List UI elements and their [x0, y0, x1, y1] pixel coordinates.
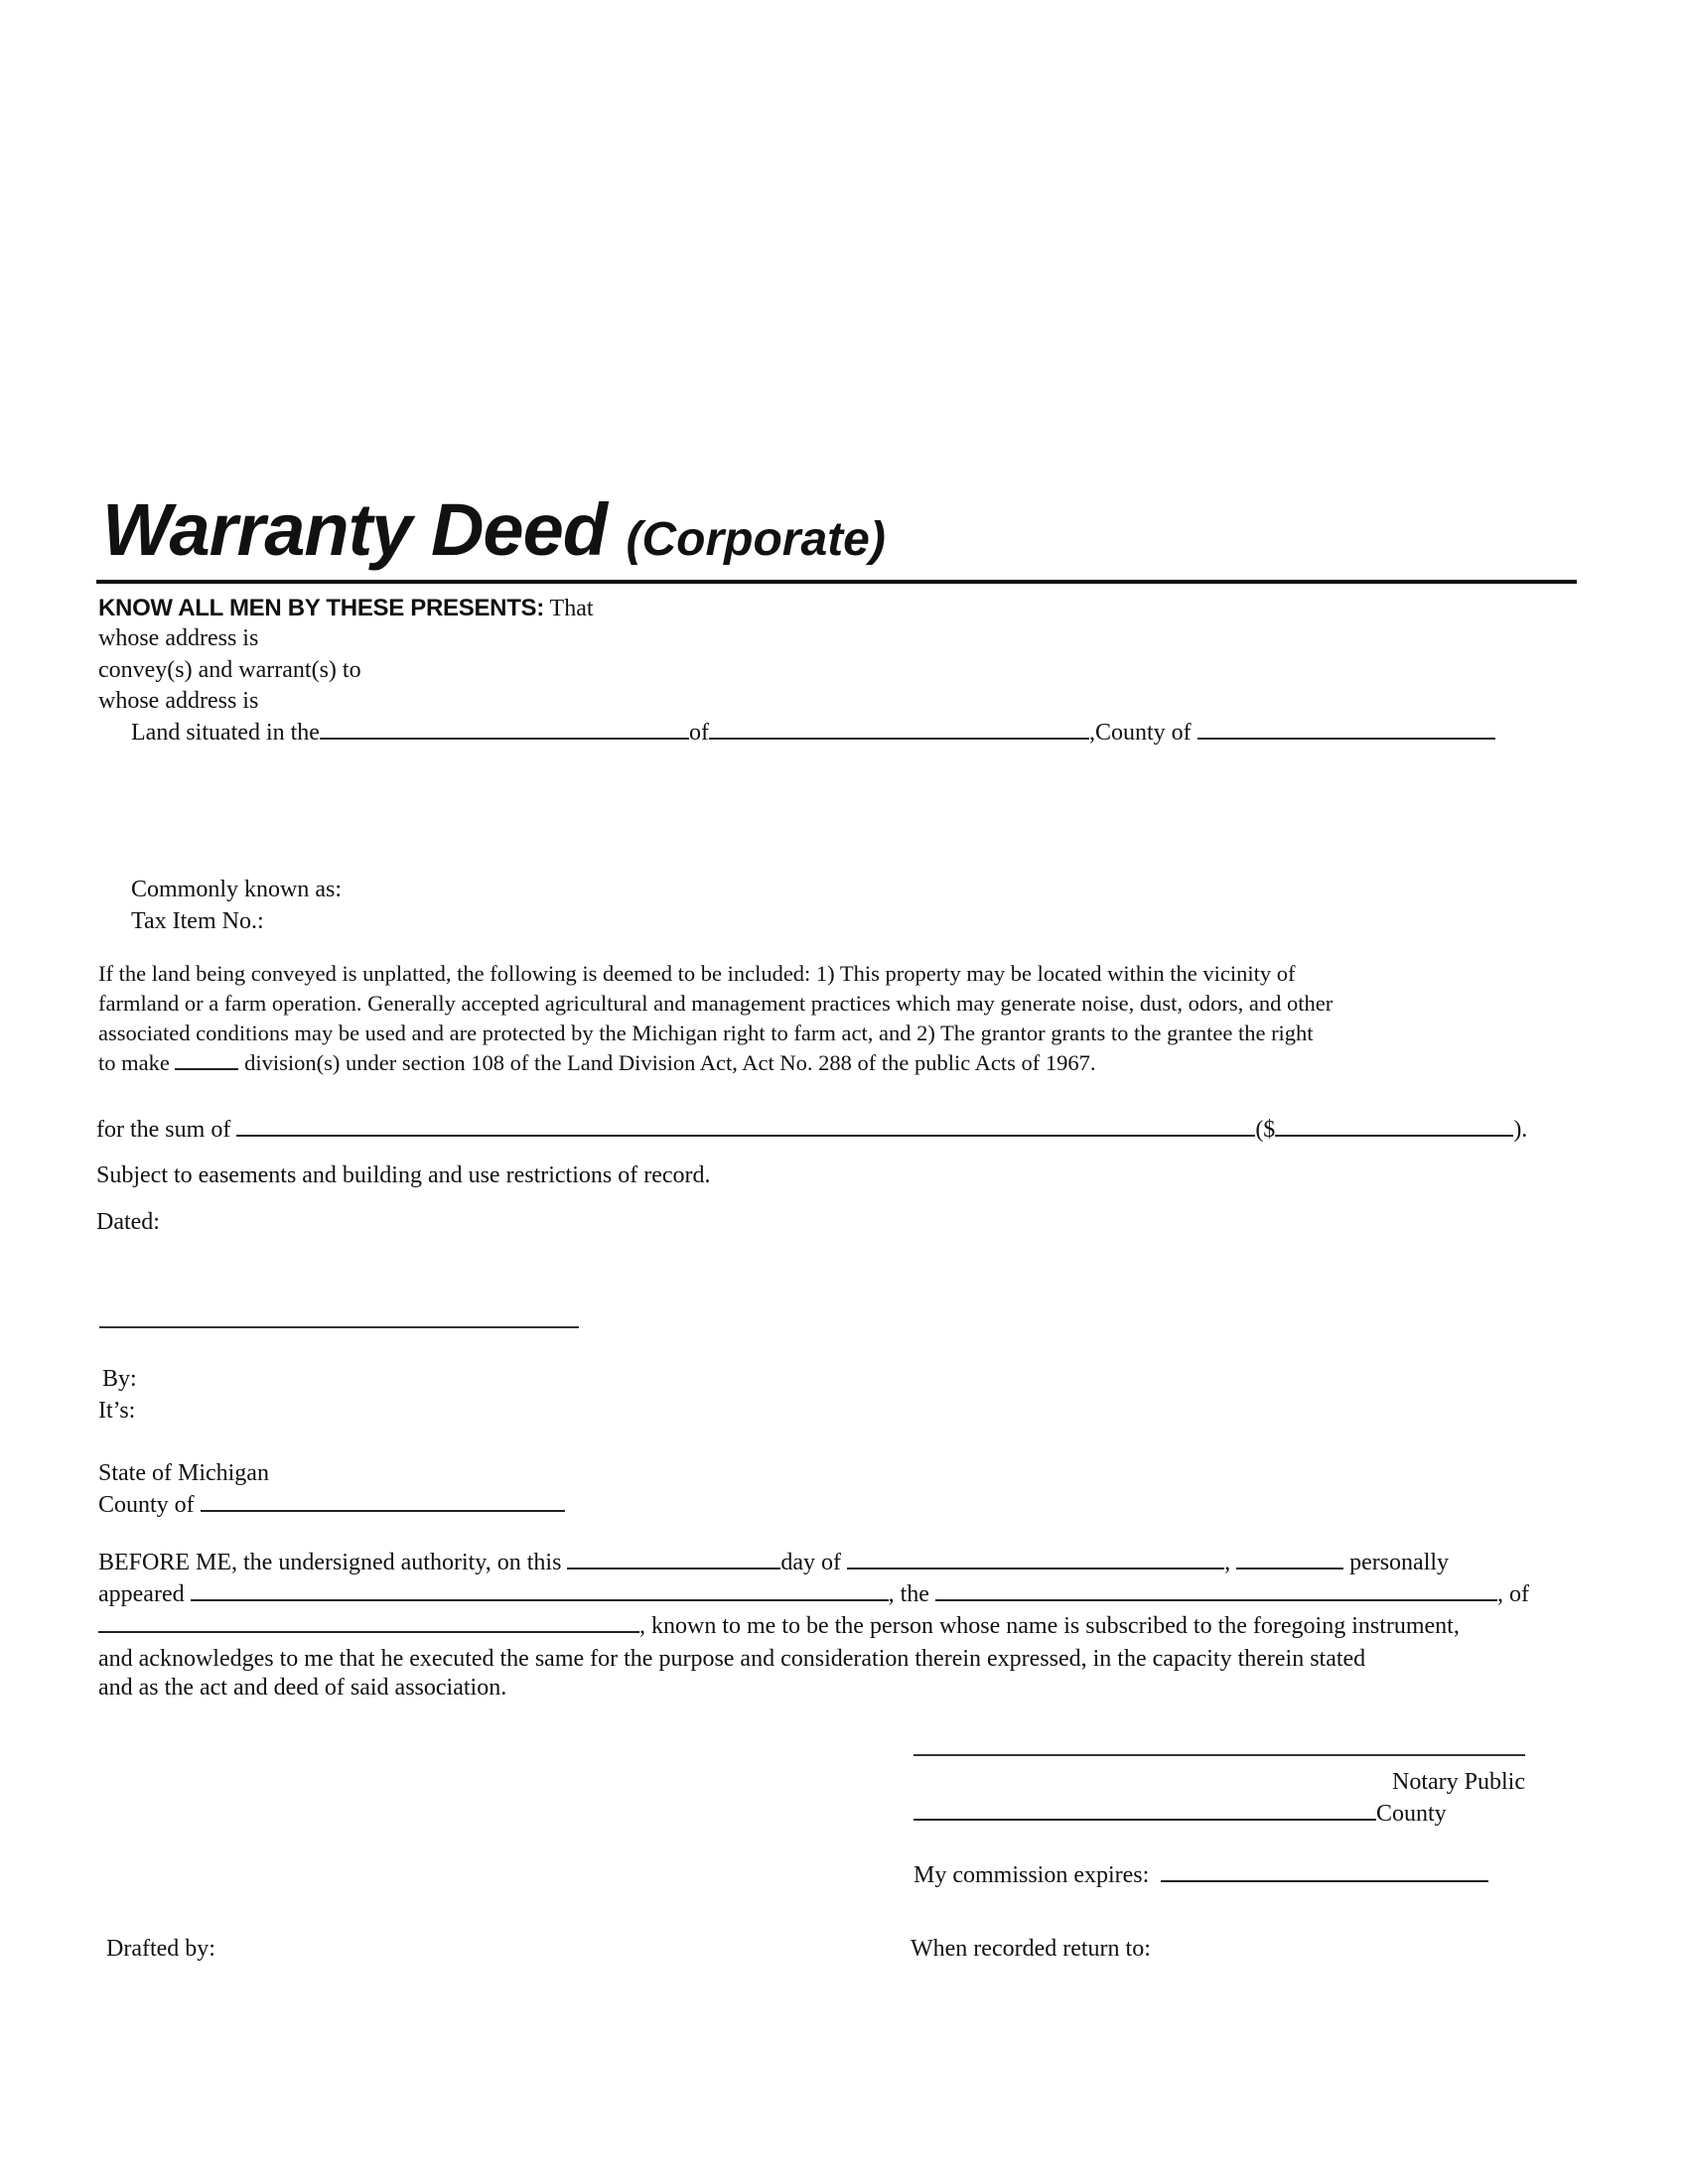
- that-text: That: [549, 596, 594, 621]
- know-all-line: [98, 593, 594, 624]
- state-label: State of Michigan: [98, 1460, 269, 1486]
- dollar-close: ).: [1513, 1117, 1528, 1143]
- sum-words-field[interactable]: [236, 1115, 1255, 1137]
- commission-label: My commission expires:: [914, 1862, 1150, 1888]
- paragraph-line: associated conditions may be used and are protected by the Michigan right to farm act, and 2) The grantor grants to the grantee the right: [98, 1021, 1314, 1045]
- county-of-label: ,County of: [1088, 720, 1192, 746]
- ack-day-field[interactable]: [567, 1548, 780, 1570]
- paragraph-line: farmland or a farm operation. Generally accepted agricultural and management practices which may generate noise, dust, odors, and other: [98, 991, 1334, 1016]
- ack-year-field[interactable]: [1236, 1548, 1343, 1570]
- ack-county-line: [98, 1490, 565, 1521]
- known-to-me-text: , known to me to be the person whose name is subscribed to the foregoing instrument,: [639, 1613, 1460, 1639]
- notary-county-field[interactable]: [914, 1799, 1376, 1821]
- of-label: of: [688, 720, 709, 746]
- tax-item-label: Tax Item No.:: [131, 908, 264, 934]
- sum-amount-field[interactable]: [1275, 1115, 1513, 1137]
- grantor-address-label: whose address is: [98, 625, 259, 651]
- to-make-label: to make: [98, 1050, 170, 1075]
- notary-signature-line[interactable]: [914, 1754, 1525, 1756]
- appeared-label: appeared: [98, 1581, 185, 1607]
- signature-line[interactable]: [99, 1326, 579, 1328]
- comma: ,: [1224, 1550, 1231, 1575]
- commission-expires-field[interactable]: [1161, 1860, 1488, 1882]
- paragraph-line-last: [98, 1048, 1588, 1078]
- ack-line-2: [98, 1579, 1529, 1610]
- title-rule: [96, 580, 1577, 584]
- sum-label: for the sum of: [96, 1117, 231, 1143]
- commonly-known-label: Commonly known as:: [131, 877, 343, 902]
- commission-line: [914, 1860, 1488, 1891]
- grantee-address-label: whose address is: [98, 688, 259, 714]
- ack-county-field[interactable]: [201, 1490, 565, 1512]
- sum-line: [96, 1115, 1527, 1146]
- of-label-2: , of: [1496, 1581, 1529, 1607]
- conveys-label: convey(s) and warrant(s) to: [98, 657, 361, 683]
- ack-line-5: and as the act and deed of said association.: [98, 1675, 507, 1701]
- notary-county-line: [914, 1799, 1447, 1830]
- title-sub: (Corporate): [626, 513, 886, 566]
- land-situated-line: [131, 718, 1495, 749]
- ack-line-4: and acknowledges to me that he executed the same for the purpose and consideration therein expressed, in the capacity therein stated: [98, 1646, 1366, 1672]
- corporation-name-field[interactable]: [98, 1611, 639, 1633]
- document-title: [102, 490, 886, 580]
- divisions-text: division(s) under section 108 of the Land Division Act, Act No. 288 of the public Acts of 1967.: [244, 1050, 1096, 1075]
- notary-county-label: County: [1376, 1801, 1447, 1827]
- ack-line-3: [98, 1611, 1460, 1642]
- land-situated-label: Land situated in the: [131, 720, 320, 746]
- dated-label: Dated:: [96, 1209, 160, 1235]
- subject-to-text: Subject to easements and building and use restrictions of record.: [96, 1162, 711, 1188]
- the-label: , the: [888, 1581, 929, 1607]
- drafted-by-label: Drafted by:: [106, 1936, 215, 1962]
- ack-month-field[interactable]: [847, 1548, 1224, 1570]
- township-field[interactable]: [320, 718, 689, 740]
- return-to-label: When recorded return to:: [911, 1936, 1151, 1962]
- title-main: Warranty Deed: [102, 488, 607, 571]
- its-label: It’s:: [98, 1398, 136, 1424]
- ack-line-1: [98, 1548, 1449, 1578]
- paragraph-line: If the land being conveyed is unplatted, the following is deemed to be included: 1) This property may be located within the vicinity of: [98, 961, 1296, 986]
- municipality-field[interactable]: [709, 718, 1089, 740]
- officer-title-field[interactable]: [935, 1579, 1497, 1601]
- by-label: By:: [102, 1366, 137, 1392]
- appeared-name-field[interactable]: [191, 1579, 889, 1601]
- before-me-text: BEFORE ME, the undersigned authority, on this: [98, 1550, 562, 1575]
- dollar-open: ($: [1255, 1117, 1276, 1143]
- know-all-heading: KNOW ALL MEN BY THESE PRESENTS:: [98, 595, 544, 621]
- ack-county-label: County of: [98, 1492, 195, 1518]
- county-field[interactable]: [1197, 718, 1495, 740]
- personally-label: personally: [1349, 1550, 1450, 1575]
- day-of-label: day of: [780, 1550, 842, 1575]
- divisions-count-field[interactable]: [175, 1050, 238, 1070]
- notary-public-label: Notary Public: [1392, 1769, 1525, 1795]
- unplatted-paragraph: [98, 959, 1588, 1078]
